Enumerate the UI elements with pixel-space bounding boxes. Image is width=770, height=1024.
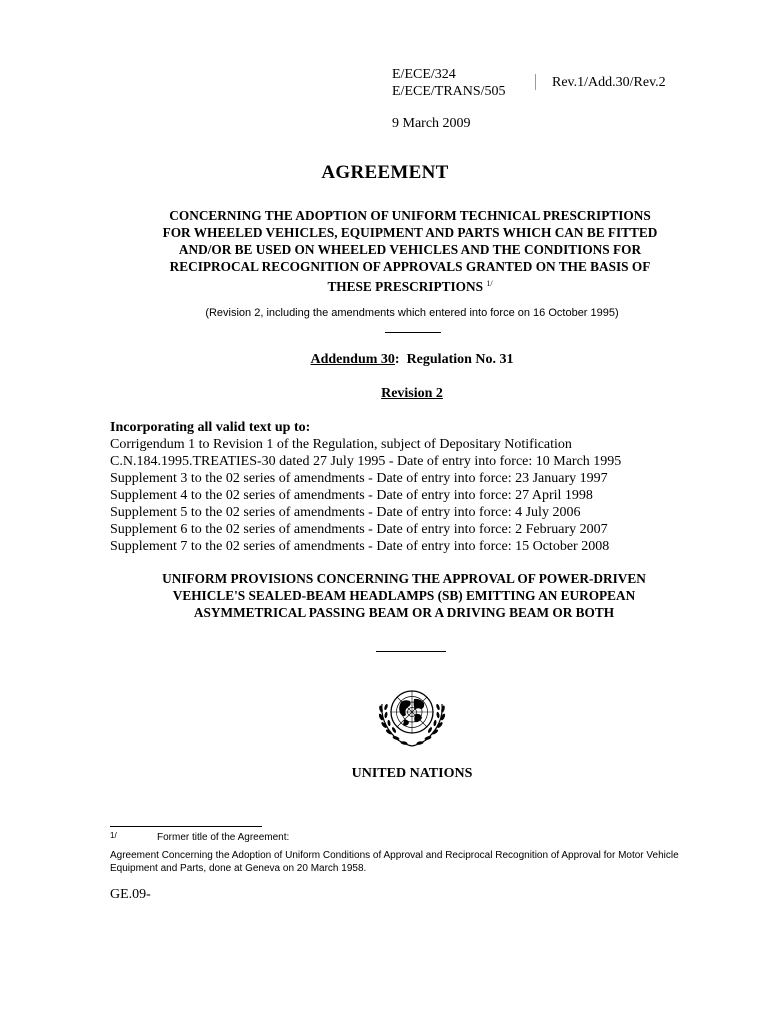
subtitle-line: FOR WHEELED VEHICLES, EQUIPMENT AND PARTS WHICH CAN BE FITTED <box>162 225 658 240</box>
subtitle-line: THESE PRESCRIPTIONS <box>327 279 483 294</box>
addendum-colon: : <box>394 352 400 367</box>
revision-heading: Revision 2 <box>381 386 443 401</box>
incorporating-line: C.N.184.1995.TREATIES-30 dated 27 July 1995 - Date of entry into force: 10 March 1995 <box>110 454 622 469</box>
incorporating-heading: Incorporating all valid text up to: <box>110 420 311 435</box>
addendum-label: Addendum 30 <box>310 352 395 367</box>
addendum-heading <box>0 352 770 368</box>
revision-reference: Rev.1/Add.30/Rev.2 <box>552 75 666 90</box>
header-divider <box>535 74 536 90</box>
un-emblem-icon <box>374 682 450 750</box>
separator-line <box>376 651 446 652</box>
footnote-title: Former title of the Agreement: <box>157 832 290 843</box>
agreement-subtitle <box>110 207 710 295</box>
subtitle-line: RECIPROCAL RECOGNITION OF APPROVALS GRANTED ON THE BASIS OF <box>169 259 651 274</box>
regulation-number: Regulation No. 31 <box>406 352 514 367</box>
regulation-title-line: UNIFORM PROVISIONS CONCERNING THE APPROVAL OF POWER-DRIVEN <box>162 571 646 586</box>
footnote-reference[interactable]: 1/ <box>486 279 493 288</box>
subtitle-line: AND/OR BE USED ON WHEELED VEHICLES AND THE CONDITIONS FOR <box>178 242 642 257</box>
regulation-title-line: ASYMMETRICAL PASSING BEAM OR A DRIVING BEAM OR BOTH <box>193 605 615 620</box>
separator-line <box>385 332 441 333</box>
footnote-separator <box>110 826 262 827</box>
incorporating-line: Supplement 7 to the 02 series of amendments - Date of entry into force: 15 October 2008 <box>110 539 610 554</box>
revision-note: (Revision 2, including the amendments which entered into force on 16 October 1995) <box>205 307 619 319</box>
document-code: GE.09- <box>110 887 151 902</box>
incorporating-line: Supplement 3 to the 02 series of amendments - Date of entry into force: 23 January 1997 <box>110 471 608 486</box>
incorporating-line: Corrigendum 1 to Revision 1 of the Regulation, subject of Depositary Notification <box>110 437 572 452</box>
incorporating-section <box>110 419 710 555</box>
incorporating-line: Supplement 6 to the 02 series of amendments - Date of entry into force: 2 February 2007 <box>110 522 608 537</box>
incorporating-line: Supplement 4 to the 02 series of amendments - Date of entry into force: 27 April 1998 <box>110 488 593 503</box>
document-symbols <box>392 66 506 100</box>
document-symbol-ece: E/ECE/324 <box>392 67 456 82</box>
page-title: AGREEMENT <box>321 162 449 183</box>
incorporating-line: Supplement 5 to the 02 series of amendments - Date of entry into force: 4 July 2006 <box>110 505 581 520</box>
regulation-title-line: VEHICLE'S SEALED-BEAM HEADLAMPS (SB) EMITTING AN EUROPEAN <box>172 588 636 603</box>
regulation-title <box>110 570 698 621</box>
subtitle-line-last <box>110 275 710 295</box>
footnote-mark: 1/ <box>110 831 117 840</box>
document-symbol-trans: E/ECE/TRANS/505 <box>392 84 506 99</box>
subtitle-line: CONCERNING THE ADOPTION OF UNIFORM TECHNICAL PRESCRIPTIONS <box>169 208 651 223</box>
organization-name: UNITED NATIONS <box>351 766 473 781</box>
footnote-body: Agreement Concerning the Adoption of Uniform Conditions of Approval and Reciprocal Recognition of Approval for Motor Vehicle Equipment and Parts, done at Geneva on 20 March 1958. <box>110 850 679 874</box>
document-date: 9 March 2009 <box>392 116 471 131</box>
